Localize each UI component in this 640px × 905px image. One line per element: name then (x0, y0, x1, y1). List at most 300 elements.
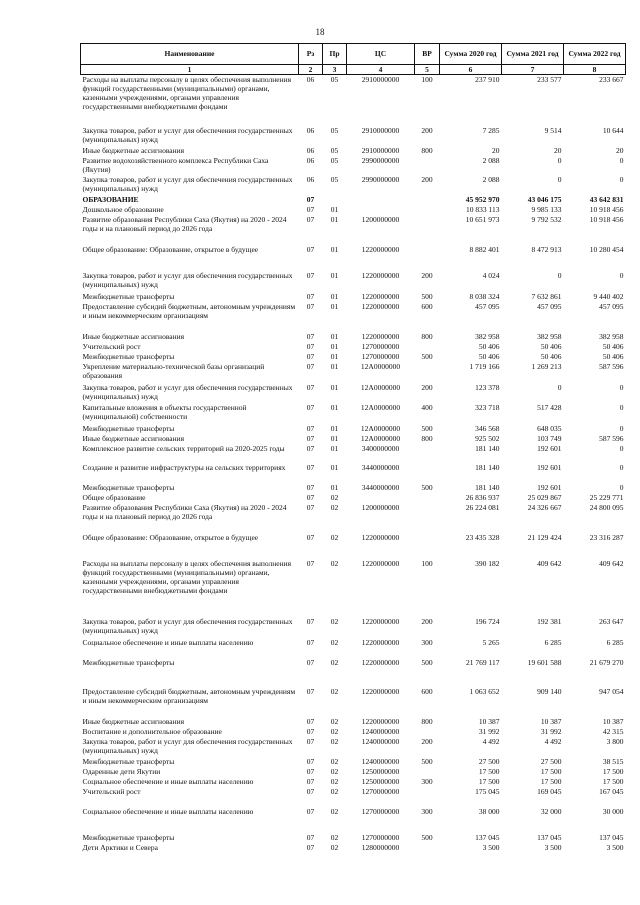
table-row (81, 617, 626, 638)
sum-2021-cell: 382 958 (537, 331, 562, 341)
item-name-cell: Иные бюджетные ассигнования (82, 433, 185, 443)
table-row (81, 717, 626, 727)
sum-2021-cell: 17 500 (540, 766, 562, 776)
rz-code-cell: 07 (306, 382, 315, 392)
sum-2021-cell: 192 381 (537, 616, 562, 626)
sum-2022-cell: 6 285 (606, 637, 624, 647)
sum-2020-cell: 5 265 (482, 637, 500, 647)
rz-code-cell: 07 (306, 766, 315, 776)
cs-code-cell: 2910000000 (361, 75, 400, 84)
item-name-cell: Межбюджетные трансферты (82, 351, 175, 361)
vr-code-cell: 800 (421, 331, 433, 341)
sum-2022-cell: 30 000 (602, 806, 624, 816)
rz-code-cell: 06 (306, 125, 315, 135)
cs-code-cell: 1250000000 (361, 776, 400, 786)
sum-2021-cell: 0 (557, 382, 562, 392)
table-row (81, 332, 626, 342)
cs-code-cell: 1200000000 (361, 502, 400, 512)
rz-code-cell: 07 (306, 492, 315, 502)
sum-2022-cell: 21 679 270 (589, 657, 624, 667)
sum-2022-cell: 23 316 287 (589, 532, 624, 542)
item-name-cell: Развитие образования Республики Саха (Якутия) на 2020 - 2024 годы и на плановый период до 2026 года (82, 502, 287, 521)
vr-code-cell (415, 205, 440, 215)
sum-2021-cell: 9 792 532 (531, 214, 562, 224)
pr-code-cell: 01 (330, 204, 339, 214)
pr-code-cell: 01 (330, 361, 339, 371)
sum-2022-cell: 0 (619, 482, 624, 492)
vr-code-cell: 500 (421, 423, 433, 433)
table-body (81, 75, 626, 853)
item-name-cell: Межбюджетные трансферты (82, 423, 175, 433)
sum-2020-cell: 181 140 (475, 482, 500, 492)
vr-code-cell: 200 (421, 616, 433, 626)
header-name: Наименование (81, 44, 299, 65)
sum-2020-cell: 237 910 (475, 75, 500, 84)
vr-code-cell: 600 (421, 686, 433, 696)
rz-code-cell: 07 (306, 637, 315, 647)
sum-2022-cell: 17 500 (602, 766, 624, 776)
sum-2021-cell: 0 (557, 270, 562, 280)
cs-code-cell: 1220000000 (361, 291, 400, 301)
sum-2020-cell: 137 045 (475, 832, 500, 842)
rz-code-cell: 07 (306, 301, 315, 311)
cs-code-cell: 2910000000 (361, 125, 400, 135)
item-name-cell: Иные бюджетные ассигнования (82, 716, 185, 726)
sum-2022-cell: 42 315 (602, 726, 624, 736)
cs-code-cell: 12А0000000 (360, 423, 401, 433)
sum-2022-cell: 17 500 (602, 776, 624, 786)
cs-code-cell: 3400000000 (361, 443, 400, 453)
pr-code-cell: 02 (330, 616, 339, 626)
rz-code-cell: 07 (306, 361, 315, 371)
sum-2021-cell: 50 406 (540, 341, 562, 351)
sum-2022-cell: 0 (619, 402, 624, 412)
rz-code-cell: 07 (306, 657, 315, 667)
table-row (81, 362, 626, 383)
sum-2022-cell: 0 (619, 423, 624, 433)
sum-2020-cell: 181 140 (475, 462, 500, 472)
rz-code-cell: 07 (306, 351, 315, 361)
sum-2020-cell: 10 833 113 (466, 204, 500, 214)
sum-2021-cell: 4 492 (544, 736, 562, 746)
vr-code-cell: 500 (421, 756, 433, 766)
vr-code-cell (415, 493, 440, 503)
pr-code-cell: 02 (330, 832, 339, 842)
rz-code-cell: 06 (306, 145, 315, 155)
pr-code-cell: 02 (330, 686, 339, 696)
pr-code-cell: 05 (330, 174, 339, 184)
cs-code-cell: 1220000000 (361, 657, 400, 667)
sum-2021-cell: 517 428 (537, 402, 562, 412)
table-row (81, 434, 626, 444)
table-row (81, 383, 626, 403)
cs-code-cell: 1220000000 (361, 637, 400, 647)
item-name-cell: Учительский рост (82, 341, 141, 351)
vr-code-cell (415, 533, 440, 559)
column-index: 2 (299, 65, 323, 75)
cs-code-cell: 1220000000 (361, 558, 400, 568)
vr-code-cell (415, 156, 440, 175)
cs-code-cell: 2990000000 (361, 155, 400, 165)
column-index: 3 (323, 65, 347, 75)
sum-2020-cell: 10 387 (478, 716, 500, 726)
pr-code-cell: 01 (330, 423, 339, 433)
header-vr: ВР (415, 44, 440, 65)
item-name-cell: Воспитание и дополнительное образование (82, 726, 222, 736)
sum-2020-cell: 2 088 (482, 174, 500, 184)
table-row (81, 533, 626, 559)
rz-code-cell: 07 (306, 204, 315, 214)
item-name-cell: Комплексное развитие сельских территорий на 2020-2025 годы (82, 443, 285, 453)
pr-code-cell: 05 (330, 155, 339, 165)
rz-code-cell: 07 (306, 756, 315, 766)
vr-code-cell (415, 787, 440, 807)
vr-code-cell: 100 (421, 558, 433, 568)
cs-code-cell: 12А0000000 (360, 361, 401, 371)
sum-2021-cell: 9 985 133 (531, 204, 562, 214)
vr-code-cell (415, 767, 440, 777)
header-sum-2022: Сумма 2022 год (564, 44, 626, 65)
item-name-cell: Развитие водохозяйственного комплекса Республики Саха (Якутия) (82, 155, 269, 174)
table-row (81, 687, 626, 717)
sum-2020-cell: 382 958 (475, 331, 500, 341)
cs-code-cell: 1220000000 (361, 331, 400, 341)
item-name-cell: Одаренные дети Якутии (82, 766, 161, 776)
pr-code-cell: 02 (330, 657, 339, 667)
column-index: 6 (440, 65, 502, 75)
sum-2020-cell: 3 500 (482, 842, 500, 852)
sum-2021-cell: 192 601 (537, 443, 562, 453)
sum-2021-cell: 457 095 (537, 301, 562, 311)
sum-2020-cell: 10 651 973 (465, 214, 500, 224)
pr-code-cell: 01 (330, 482, 339, 492)
sum-2020-cell: 21 769 117 (466, 657, 500, 667)
cs-code-cell: 1250000000 (361, 766, 400, 776)
cs-code-cell: 12А0000000 (360, 382, 401, 392)
sum-2022-cell: 9 440 402 (593, 291, 624, 301)
vr-code-cell: 500 (421, 291, 433, 301)
pr-code-cell: 02 (330, 766, 339, 776)
table-row (81, 493, 626, 503)
item-name-cell: Общее образование: Образование, открытое в будущее (82, 244, 259, 254)
sum-2021-cell: 19 601 588 (527, 657, 562, 667)
table-row (81, 559, 626, 617)
item-name-cell: Учительский рост (82, 786, 141, 796)
rz-code-cell: 07 (306, 616, 315, 626)
sum-2020-cell: 23 435 328 (465, 532, 500, 542)
item-name-cell: Межбюджетные трансферты (82, 756, 175, 766)
pr-code-cell: 02 (330, 776, 339, 786)
sum-2022-cell: 382 958 (599, 331, 624, 341)
sum-2020-cell: 390 182 (475, 558, 500, 568)
cs-code-cell: 2990000000 (361, 174, 400, 184)
cs-code-cell: 1270000000 (361, 351, 400, 361)
table-row (81, 245, 626, 271)
item-name-cell: Дети Арктики и Севера (82, 842, 158, 852)
sum-2020-cell: 20 (492, 145, 500, 155)
table-row (81, 658, 626, 687)
cs-code-cell (347, 205, 415, 215)
table-row (81, 757, 626, 767)
cs-code-cell: 12А0000000 (360, 433, 401, 443)
pr-code-cell: 05 (330, 125, 339, 135)
pr-code-cell: 05 (330, 145, 339, 155)
sum-2021-cell: 192 601 (537, 462, 562, 472)
rz-code-cell: 07 (306, 726, 315, 736)
column-index: 4 (347, 65, 415, 75)
pr-code-cell: 02 (330, 736, 339, 746)
rz-code-cell: 07 (306, 462, 315, 472)
item-name-cell: Расходы на выплаты персоналу в целях обеспечения выполнения функций государственными (муниципальными) органами, казенными учреждениями, органами управления государственными внебюджетными фондами (82, 558, 292, 595)
header-row (81, 44, 626, 65)
pr-code-cell: 02 (330, 502, 339, 512)
column-index: 1 (81, 65, 299, 75)
item-name-cell: Предоставление субсидий бюджетным, автономным учреждениям и иным некоммерческим организациям (82, 686, 296, 705)
cs-code-cell: 1220000000 (361, 716, 400, 726)
page-number: 18 (315, 27, 325, 37)
pr-code-cell: 01 (330, 382, 339, 392)
sum-2022-cell: 43 642 831 (589, 194, 624, 204)
vr-code-cell: 300 (421, 637, 433, 647)
table-row (81, 787, 626, 807)
vr-code-cell (415, 342, 440, 352)
vr-code-cell: 200 (421, 125, 433, 135)
sum-2021-cell: 27 500 (540, 756, 562, 766)
item-name-cell: Иные бюджетные ассигнования (82, 331, 185, 341)
item-name-cell: Закупка товаров, работ и услуг для обеспечения государственных (муниципальных) нужд (82, 616, 293, 635)
table-row (81, 352, 626, 362)
sum-2021-cell: 3 500 (544, 842, 562, 852)
vr-code-cell: 200 (421, 382, 433, 392)
pr-code-cell: 02 (330, 842, 339, 852)
pr-code-cell: 05 (330, 75, 339, 84)
pr-code-cell: 01 (330, 301, 339, 311)
sum-2022-cell: 25 229 771 (589, 492, 624, 502)
cs-code-cell: 1270000000 (361, 786, 400, 796)
pr-code-cell: 02 (330, 806, 339, 816)
item-name-cell: Укрепление материально-технической базы организаций образования (82, 361, 265, 380)
sum-2020-cell: 323 718 (475, 402, 500, 412)
pr-code-cell: 02 (330, 716, 339, 726)
table-row (81, 767, 626, 777)
cs-code-cell: 1220000000 (361, 686, 400, 696)
sum-2020-cell: 50 406 (478, 341, 500, 351)
vr-code-cell: 500 (421, 832, 433, 842)
table-row (81, 424, 626, 434)
sum-2020-cell: 38 000 (478, 806, 500, 816)
vr-code-cell (415, 245, 440, 271)
table-row (81, 444, 626, 463)
header-rz: Рз (299, 44, 323, 65)
item-name-cell: Закупка товаров, работ и услуг для обеспечения государственных (муниципальных) нужд (82, 174, 293, 193)
sum-2021-cell: 24 326 667 (527, 502, 562, 512)
cs-code-cell: 1220000000 (361, 301, 400, 311)
sum-2020-cell: 50 406 (478, 351, 500, 361)
vr-code-cell: 600 (421, 301, 433, 311)
column-index-row (81, 65, 626, 75)
item-name-cell: Общее образование (82, 492, 146, 502)
sum-2020-cell: 925 502 (475, 433, 500, 443)
sum-2022-cell: 0 (619, 155, 624, 165)
sum-2020-cell: 7 285 (482, 125, 500, 135)
vr-code-cell (415, 843, 440, 853)
table-row (81, 737, 626, 757)
cs-code-cell: 1240000000 (361, 726, 400, 736)
item-name-cell: Социальное обеспечение и иные выплаты населению (82, 637, 254, 647)
sum-2021-cell: 0 (557, 155, 562, 165)
vr-code-cell: 200 (421, 270, 433, 280)
vr-code-cell (415, 444, 440, 463)
sum-2021-cell: 31 992 (540, 726, 562, 736)
pr-code-cell: 02 (330, 532, 339, 542)
vr-code-cell (415, 362, 440, 383)
item-name-cell: Закупка товаров, работ и услуг для обеспечения государственных (муниципальных) нужд (82, 736, 293, 755)
sum-2022-cell: 0 (619, 174, 624, 184)
sum-2022-cell: 587 596 (599, 361, 624, 371)
header-cs: ЦС (347, 44, 415, 65)
pr-code-cell (323, 195, 347, 205)
rz-code-cell: 07 (306, 786, 315, 796)
sum-2020-cell: 346 568 (475, 423, 500, 433)
sum-2020-cell: 17 500 (478, 766, 500, 776)
sum-2021-cell: 909 140 (537, 686, 562, 696)
sum-2020-cell: 31 992 (478, 726, 500, 736)
rz-code-cell: 07 (306, 331, 315, 341)
sum-2020-cell: 8 038 324 (469, 291, 500, 301)
item-name-cell: Межбюджетные трансферты (82, 832, 175, 842)
pr-code-cell: 01 (330, 244, 339, 254)
rz-code-cell: 07 (306, 558, 315, 568)
sum-2022-cell: 233 667 (599, 75, 624, 84)
pr-code-cell: 02 (330, 786, 339, 796)
rz-code-cell: 06 (306, 75, 315, 84)
sum-2020-cell: 4 492 (482, 736, 500, 746)
item-name-cell: Межбюджетные трансферты (82, 291, 175, 301)
cs-code-cell: 3440000000 (361, 462, 400, 472)
sum-2020-cell: 27 500 (478, 756, 500, 766)
sum-2022-cell: 137 045 (599, 832, 624, 842)
rz-code-cell: 07 (306, 214, 315, 224)
cs-code-cell: 1220000000 (361, 532, 400, 542)
sum-2022-cell: 457 095 (599, 301, 624, 311)
vr-code-cell: 500 (421, 482, 433, 492)
item-name-cell: Предоставление субсидий бюджетным, автономным учреждениям и иным некоммерческим организациям (82, 301, 296, 320)
pr-code-cell: 01 (330, 270, 339, 280)
sum-2020-cell: 1 719 166 (469, 361, 500, 371)
table-row (81, 175, 626, 195)
item-name-cell: Закупка товаров, работ и услуг для обеспечения государственных (муниципальных) нужд (82, 270, 293, 289)
pr-code-cell: 02 (330, 726, 339, 736)
pr-code-cell: 01 (330, 291, 339, 301)
item-name-cell: Капитальные вложения в объекты государственной (муниципальной) собственности (82, 402, 247, 421)
vr-code-cell: 200 (421, 174, 433, 184)
rz-code-cell: 07 (306, 341, 315, 351)
table-row (81, 463, 626, 483)
pr-code-cell: 01 (330, 214, 339, 224)
sum-2022-cell: 10 918 456 (589, 214, 624, 224)
pr-code-cell: 01 (330, 462, 339, 472)
rz-code-cell: 07 (306, 244, 315, 254)
rz-code-cell: 07 (306, 502, 315, 512)
cs-code-cell: 1220000000 (361, 244, 400, 254)
column-index: 7 (502, 65, 564, 75)
cs-code-cell: 1200000000 (361, 214, 400, 224)
rz-code-cell: 07 (306, 433, 315, 443)
sum-2021-cell: 648 035 (537, 423, 562, 433)
sum-2020-cell: 123 378 (475, 382, 500, 392)
rz-code-cell: 07 (306, 736, 315, 746)
sum-2020-cell: 45 952 970 (465, 194, 500, 204)
pr-code-cell: 01 (330, 331, 339, 341)
sum-2021-cell: 137 045 (537, 832, 562, 842)
pr-code-cell: 02 (330, 756, 339, 766)
sum-2020-cell: 181 140 (475, 443, 500, 453)
table-row (81, 777, 626, 787)
sum-2021-cell: 409 642 (537, 558, 562, 568)
item-name-cell: Межбюджетные трансферты (82, 657, 175, 667)
cs-code-cell (347, 493, 415, 503)
rz-code-cell: 07 (306, 270, 315, 280)
cs-code-cell (347, 195, 415, 205)
item-name-cell: Дошкольное образование (82, 204, 164, 214)
vr-code-cell: 100 (421, 75, 433, 84)
sum-2022-cell: 409 642 (599, 558, 624, 568)
sum-2021-cell: 233 577 (537, 75, 562, 84)
vr-code-cell (415, 195, 440, 205)
sum-2022-cell: 3 800 (606, 736, 624, 746)
item-name-cell: Иные бюджетные ассигнования (82, 145, 185, 155)
table-row (81, 126, 626, 146)
table-row (81, 146, 626, 156)
rz-code-cell: 07 (306, 194, 315, 204)
pr-code-cell: 01 (330, 402, 339, 412)
item-name-cell: Общее образование: Образование, открытое в будущее (82, 532, 259, 542)
pr-code-cell: 01 (330, 351, 339, 361)
item-name-cell: Социальное обеспечение и иные выплаты населению (82, 776, 254, 786)
item-name-cell: Социальное обеспечение и иные выплаты населению (82, 806, 254, 816)
table-row (81, 75, 626, 126)
table-row (81, 342, 626, 352)
sum-2021-cell: 50 406 (540, 351, 562, 361)
table-row (81, 638, 626, 658)
vr-code-cell: 500 (421, 657, 433, 667)
vr-code-cell: 300 (421, 806, 433, 816)
table-row (81, 205, 626, 215)
sum-2022-cell: 20 (616, 145, 624, 155)
sum-2021-cell: 103 749 (537, 433, 562, 443)
vr-code-cell (415, 215, 440, 245)
pr-code-cell: 01 (330, 443, 339, 453)
sum-2020-cell: 4 024 (482, 270, 500, 280)
vr-code-cell: 800 (421, 716, 433, 726)
rz-code-cell: 07 (306, 482, 315, 492)
rz-code-cell: 07 (306, 686, 315, 696)
rz-code-cell: 07 (306, 423, 315, 433)
vr-code-cell: 800 (421, 145, 433, 155)
table-row (81, 807, 626, 833)
cs-code-cell: 12А0000000 (360, 402, 401, 412)
header-pr: Пр (323, 44, 347, 65)
sum-2022-cell: 50 406 (602, 341, 624, 351)
sum-2021-cell: 25 029 867 (527, 492, 562, 502)
sum-2022-cell: 10 918 456 (589, 204, 624, 214)
table-row (81, 271, 626, 292)
table-row (81, 843, 626, 853)
cs-code-cell: 1240000000 (361, 756, 400, 766)
sum-2021-cell: 8 472 913 (531, 244, 562, 254)
table-row (81, 483, 626, 493)
item-name-cell: ОБРАЗОВАНИЕ (82, 194, 139, 204)
